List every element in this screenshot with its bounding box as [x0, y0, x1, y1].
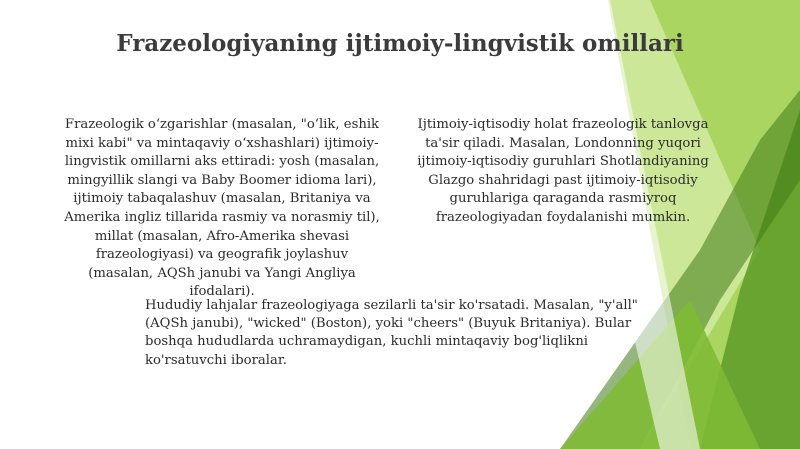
- right-text-block: Ijtimoiy-iqtisodiy holat frazeologik tanlovga ta'sir qiladi. Masalan, Londonning yuqori ijtimoiy-iqtisodiy guruhlari Shotlandiyaning Glazgo shahridagi past ijtimoiy-iqtisodiy guruhlariga qaraganda rasmiyroq frazeologiyadan foydalanishi mumkin.: [417, 117, 709, 225]
- left-text-block: Frazeologik oʻzgarishlar (masalan, "oʻlik, eshik mixi kabi" va mintaqaviy oʻxshashlari) ijtimoiy-lingvistik omillarni aks ettiradi: yosh (masalan, mingyillik slangi va Baby Boomer idioma lari), ijtimoiy tabaqalashuv (masalan, Britaniya va Amerika ingliz tillarida rasmiy va norasmiy til), millat (masalan, Afro-Amerika shevasi frazeologiyasi) va geografik joylashuv (masalan, AQSh janubi va Yangi Angliya ifodalari).: [64, 117, 380, 300]
- bottom-text-block: Hududiy lahjalar frazeologiyaga sezilarli ta'sir ko'rsatadi. Masalan, "y'all" (AQSh janubi), "wicked" (Boston), yoki "cheers" (Buyuk Britaniya). Bular boshqa hududlarda uchramaydigan, kuchli mintaqaviy bog'liqlikni ko'rsatuvchi iboralar.: [145, 298, 638, 368]
- slide-title: Frazeologiyaning ijtimoiy-lingvistik omillari: [116, 30, 684, 57]
